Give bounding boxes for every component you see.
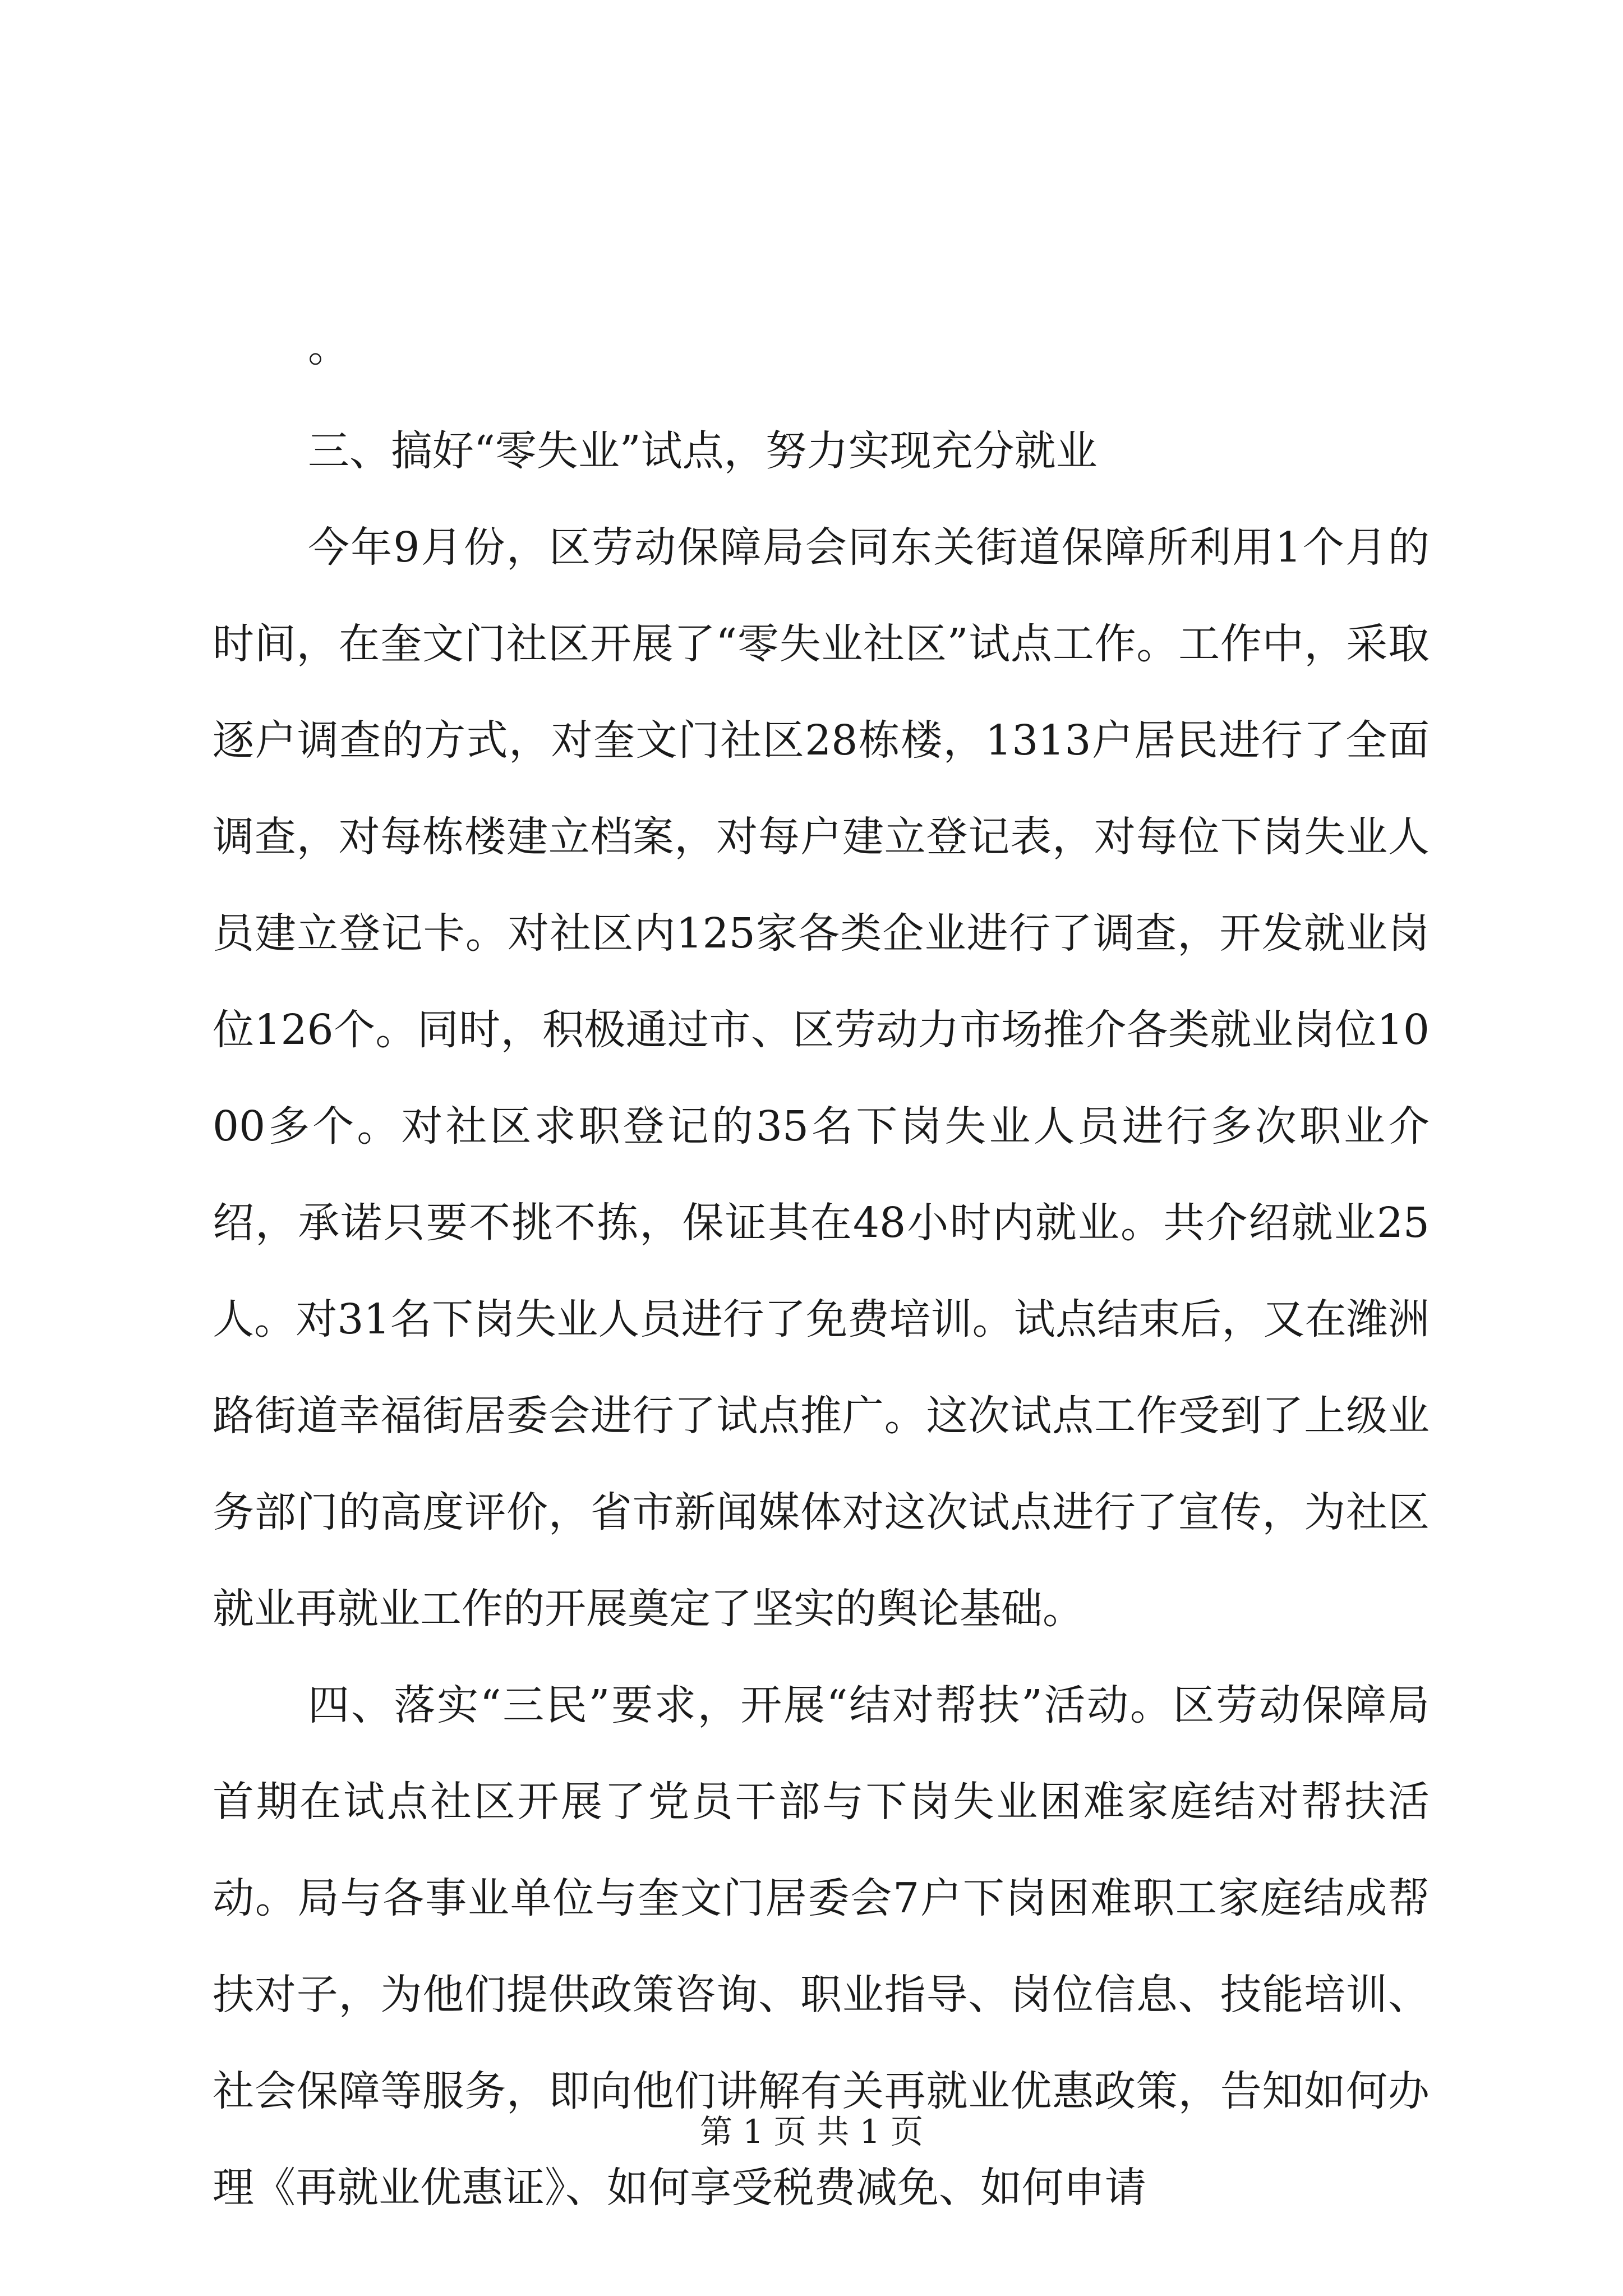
section-three-heading: 三、搞好“零失业”试点，努力实现充分就业: [308, 427, 1098, 475]
page-footer: 第 1 页 共 1 页: [700, 2113, 923, 2151]
section-four-paragraph: 四、落实“三民”要求，开展“结对帮扶”活动。区劳动保障局首期在试点社区开展了党员干部与下岗失业困难家庭结对帮扶活动。局与各事业单位与奎文门居委会7户下岗困难职工家庭结成帮扶对子，为他们提供政策咨询、职业指导、岗位信息、技能培训、社会保障等服务，即向他们讲解有关再就业优惠政策，告知如何办理《再就业优惠证》、如何享受税费减免、如何申请: [213, 1681, 1430, 2212]
section-three-paragraph: 今年9月份，区劳动保障局会同东关街道保障所利用1个月的时间，在奎文门社区开展了“零失业社区”试点工作。工作中，采取逐户调查的方式，对奎文门社区28栋楼，1313户居民进行了全面调查，对每栋楼建立档案，对每户建立登记表，对每位下岗失业人员建立登记卡。对社区内125家各类企业进行了调查，开发就业岗位126个。同时，积极通过市、区劳动力市场推介各类就业岗位1000多个。对社区求职登记的35名下岗失业人员进行多次职业介绍，承诺只要不挑不拣，保证其在48小时内就业。共介绍就业25人。对31名下岗失业人员进行了免费培训。试点结束后，又在潍洲路街道幸福街居委会进行了试点推广。这次试点工作受到了上级业务部门的高度评价，省市新闻媒体对这次试点进行了宣传，为社区就业再就业工作的开展奠定了坚实的舆论基础。: [213, 523, 1430, 1633]
page-body: [213, 314, 1430, 2236]
continuation-fragment: 。: [308, 323, 349, 371]
